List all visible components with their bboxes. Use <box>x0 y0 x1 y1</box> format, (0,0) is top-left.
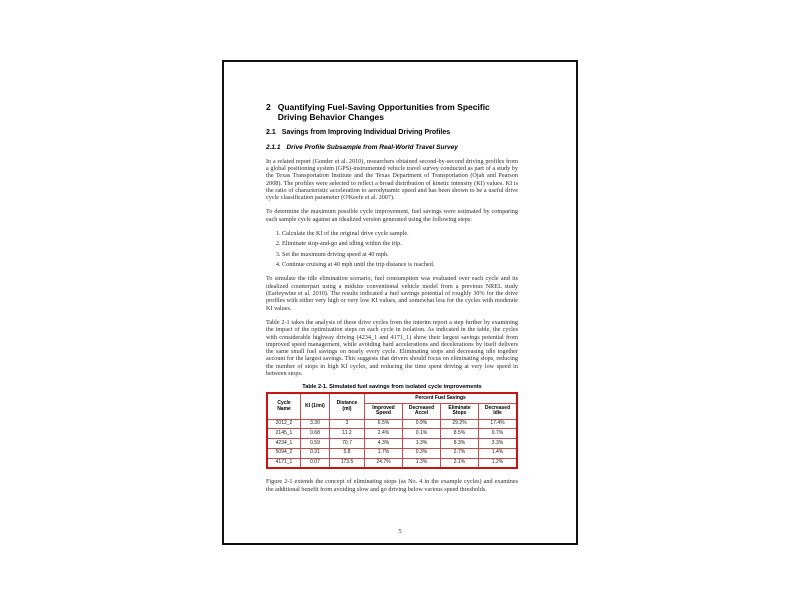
procedure-step: 1. Calculate the KI of the original drive cycle sample. <box>282 230 518 237</box>
procedure-step: 4. Continue cruising at 40 mph until the trip distance is reached. <box>282 261 518 268</box>
table-caption: Table 2-1. Simulated fuel savings from isolated cycle improvements <box>302 384 482 391</box>
fuel-savings-table <box>266 392 518 469</box>
table-cell: 0.3% <box>403 448 441 458</box>
table-cell: 5094_2 <box>267 448 301 458</box>
subsection-number: 2.1 <box>266 129 276 137</box>
section-number: 2 <box>266 102 271 112</box>
table-cell: 70.7 <box>330 439 365 449</box>
table-cell: 2145_1 <box>267 429 301 439</box>
table-cell: 0.68 <box>301 429 330 439</box>
col-header-distance: Distance (mi) <box>330 393 365 419</box>
procedure-step: 2. Eliminate stop-and-go and idling within the trip. <box>282 240 518 247</box>
table-cell: 4.3% <box>365 439 403 449</box>
table-cell: 24.7% <box>365 458 403 468</box>
col-header-decreased-accel: Decreased Accel <box>403 404 441 420</box>
table-cell: 2.4% <box>365 429 403 439</box>
page-content <box>266 102 518 500</box>
table-cell: 1.7% <box>365 448 403 458</box>
col-header-decreased-idle: Decreased Idle <box>479 404 518 420</box>
col-header-cycle-name: Cycle Name <box>267 393 301 419</box>
paragraph-intro: In a related report (Gonder et al. 2010), researchers obtained second-by-second driving profiles from a global positioning system (GPS)-instrumented vehicle travel survey conducted as part of a study by the Texas Transportation Institute and the Texas Department of Transportation (Ojah and Pearson 2008). The profiles were selected to reflect a broad distribution of kinetic intensity (KI) values. KI is the ratio of characteristic acceleration to aerodynamic speed and has been shown to be a useful drive cycle classification parameter (O'Keefe et al. 2007). <box>266 157 518 202</box>
table-row <box>267 448 517 458</box>
paragraph-steps-lead: To determine the maximum possible cycle improvement, fuel savings were estimated by comparing each sample cycle against an idealized version generated using the following steps: <box>266 208 518 223</box>
table-cell: 4171_1 <box>267 458 301 468</box>
table-cell: 8.3% <box>441 439 479 449</box>
table-cell: 8.5% <box>441 429 479 439</box>
procedure-list <box>266 230 518 268</box>
table-cell: 1.4% <box>479 448 518 458</box>
table-cell: 3.3% <box>479 439 518 449</box>
subsubsection-number: 2.1.1 <box>266 143 281 151</box>
table-cell: 0.9% <box>403 419 441 429</box>
paragraph-results: To simulate the idle elimination scenario, fuel consumption was evaluated over each cycle and its idealized counterpart using a midsize conventional vehicle model from a previous NREL study (Earleywine et al. 2010). The results indicated a fuel savings potential of roughly 30% for the drive profiles with either very high or very low KI values, and somewhat less for the cycles with moderate KI values. <box>266 275 518 312</box>
table-cell: 1.3% <box>403 458 441 468</box>
table-body <box>267 419 517 468</box>
table-cell: 11.2 <box>330 429 365 439</box>
table-cell: 1.3% <box>403 439 441 449</box>
table-cell: 5.8 <box>330 448 365 458</box>
col-header-ki: KI (1/mi) <box>301 393 330 419</box>
table-cell: 173.5 <box>330 458 365 468</box>
table-cell: 29.2% <box>441 419 479 429</box>
col-header-group-percent-fuel-savings: Percent Fuel Savings <box>365 393 518 403</box>
report-page <box>222 60 578 545</box>
table-row <box>267 439 517 449</box>
subsubsection-title: Drive Profile Subsample from Real-World Travel Survey <box>286 143 458 151</box>
paragraph-analysis: Table 2-1 takes the analysis of these drive cycles from the interim report a step further by examining the impact of the optimization steps on each cycle in isolation. As indicated in the table, the cycles with considerable highway driving (4234_1 and 4171_1) show their largest savings potential from improved speed management, while avoiding hard accelerations and decelerations by itself delivers the same small fuel savings on nearly every cycle. Eliminating stops and decreasing idle together account for the largest savings. This suggests that drivers should focus on eliminating stops, reducing the number of stops in high KI cycles, and reducing the time spent driving at very low speed in between stops. <box>266 318 518 378</box>
table-header <box>267 393 517 419</box>
table-cell: 0.59 <box>301 439 330 449</box>
table-cell: 17.4% <box>479 419 518 429</box>
table-row <box>267 429 517 439</box>
paragraph-closing: Figure 2-1 extends the concept of eliminating stops (as No. 4 in the example cycles) and examines the additional benefit from avoiding slow and go driving below various speed thresholds. <box>266 478 518 493</box>
section-heading <box>266 102 518 122</box>
col-header-improved-speed: Improved Speed <box>365 404 403 420</box>
procedure-step: 3. Set the maximum driving speed at 40 mph. <box>282 251 518 258</box>
table-cell: 4234_1 <box>267 439 301 449</box>
subsubsection-heading <box>266 144 518 152</box>
table-row <box>267 419 517 429</box>
col-header-eliminate-stops: Eliminate Stops <box>441 404 479 420</box>
subsection-heading <box>266 129 518 137</box>
table-row <box>267 458 517 468</box>
page-number: 5 <box>398 528 402 535</box>
section-title: Quantifying Fuel-Saving Opportunities from Specific Driving Behavior Changes <box>277 102 490 123</box>
table-cell: 3.30 <box>301 419 330 429</box>
table-cell: 2012_2 <box>267 419 301 429</box>
table-header-row <box>267 393 517 403</box>
table-cell: 2.1% <box>441 458 479 468</box>
table-cell: 1.2% <box>479 458 518 468</box>
table-cell: 0.1% <box>403 429 441 439</box>
table-cell: 3 <box>330 419 365 429</box>
table-cell: 0.31 <box>301 448 330 458</box>
table-cell: 2.7% <box>441 448 479 458</box>
table-cell: 0.7% <box>479 429 518 439</box>
table-cell: 6.5% <box>365 419 403 429</box>
table-cell: 0.07 <box>301 458 330 468</box>
subsection-title: Savings from Improving Individual Driving Profiles <box>281 129 451 137</box>
